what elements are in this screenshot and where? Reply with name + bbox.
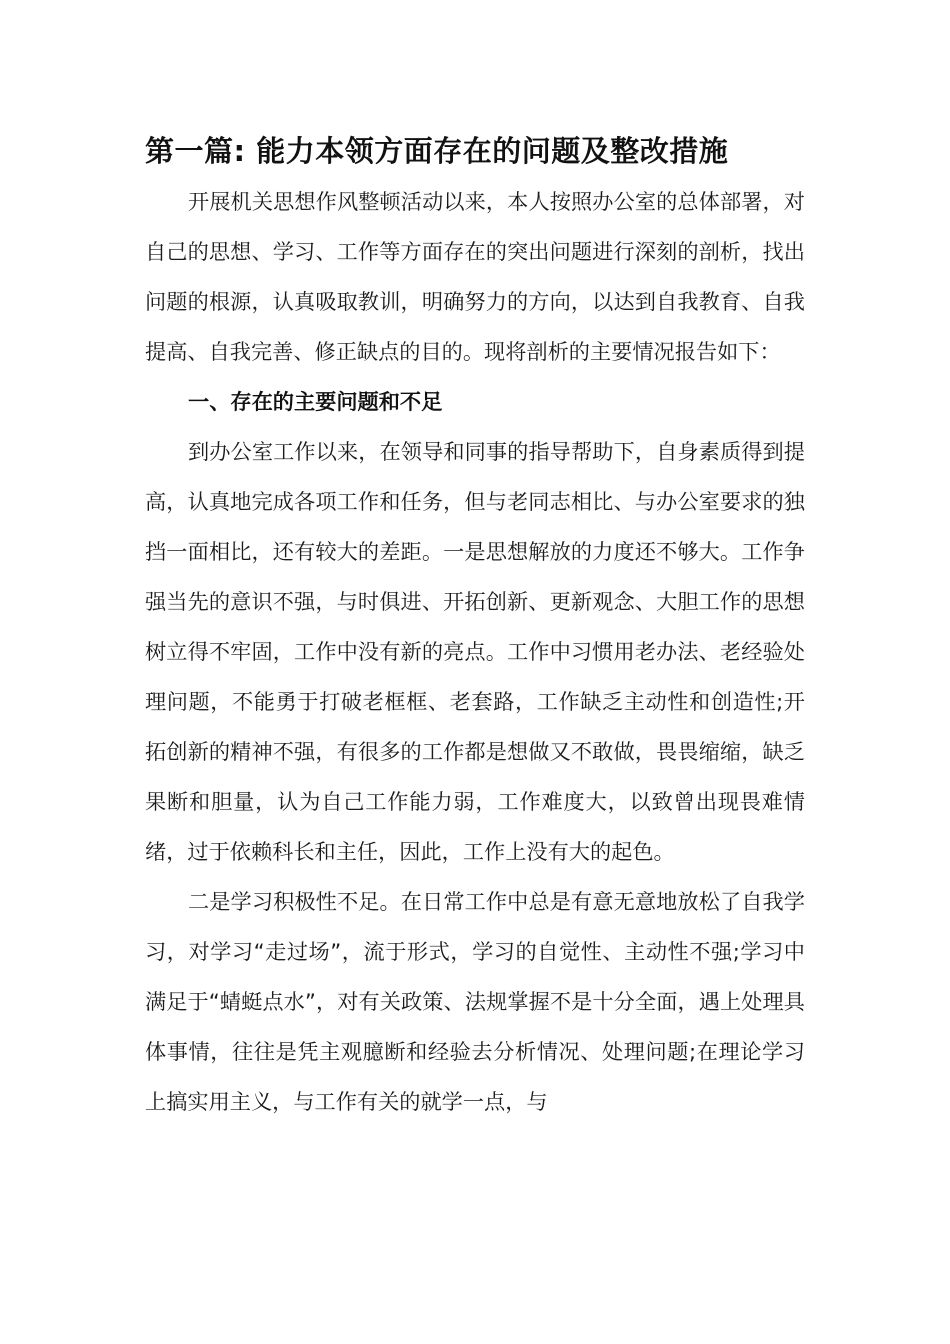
document-title: 第一篇: 能力本领方面存在的问题及整改措施: [145, 134, 729, 168]
body-paragraph-1: 到办公室工作以来，在领导和同事的指导帮助下，自身素质得到提高，认真地完成各项工作和任务，但与老同志相比、与办公室要求的独挡一面相比，还有较大的差距。一是思想解放的力度还不够大。工作争强当先的意识不强，与时俱进、开拓创新、更新观念、大胆工作的思想树立得不牢固，工作中没有新的亮点。工作中习惯用老办法、老经验处理问题，不能勇于打破老框框、老套路，工作缺乏主动性和创造性;开拓创新的精神不强，有很多的工作都是想做又不敢做，畏畏缩缩，缺乏果断和胆量，认为自己工作能力弱，工作难度大，以致曾出现畏难情绪，过于依赖科长和主任，因此，工作上没有大的起色。: [145, 439, 805, 864]
body-paragraph-2: 二是学习积极性不足。在日常工作中总是有意无意地放松了自我学习，对学习“走过场”，流于形式，学习的自觉性、主动性不强;学习中满足于“蜻蜓点水”，对有关政策、法规掌握不是十分全面，遇上处理具体事情，往往是凭主观臆断和经验去分析情况、处理问题;在理论学习上搞实用主义，与工作有关的就学一点，与: [145, 889, 805, 1114]
section-heading: 一、存在的主要问题和不足: [188, 389, 443, 414]
intro-paragraph: 开展机关思想作风整顿活动以来，本人按照办公室的总体部署，对自己的思想、学习、工作等方面存在的突出问题进行深刻的剖析，找出问题的根源，认真吸取教训，明确努力的方向，以达到自我教育、自我提高、自我完善、修正缺点的目的。现将剖析的主要情况报告如下：: [145, 189, 805, 364]
document-body: [145, 129, 805, 1127]
